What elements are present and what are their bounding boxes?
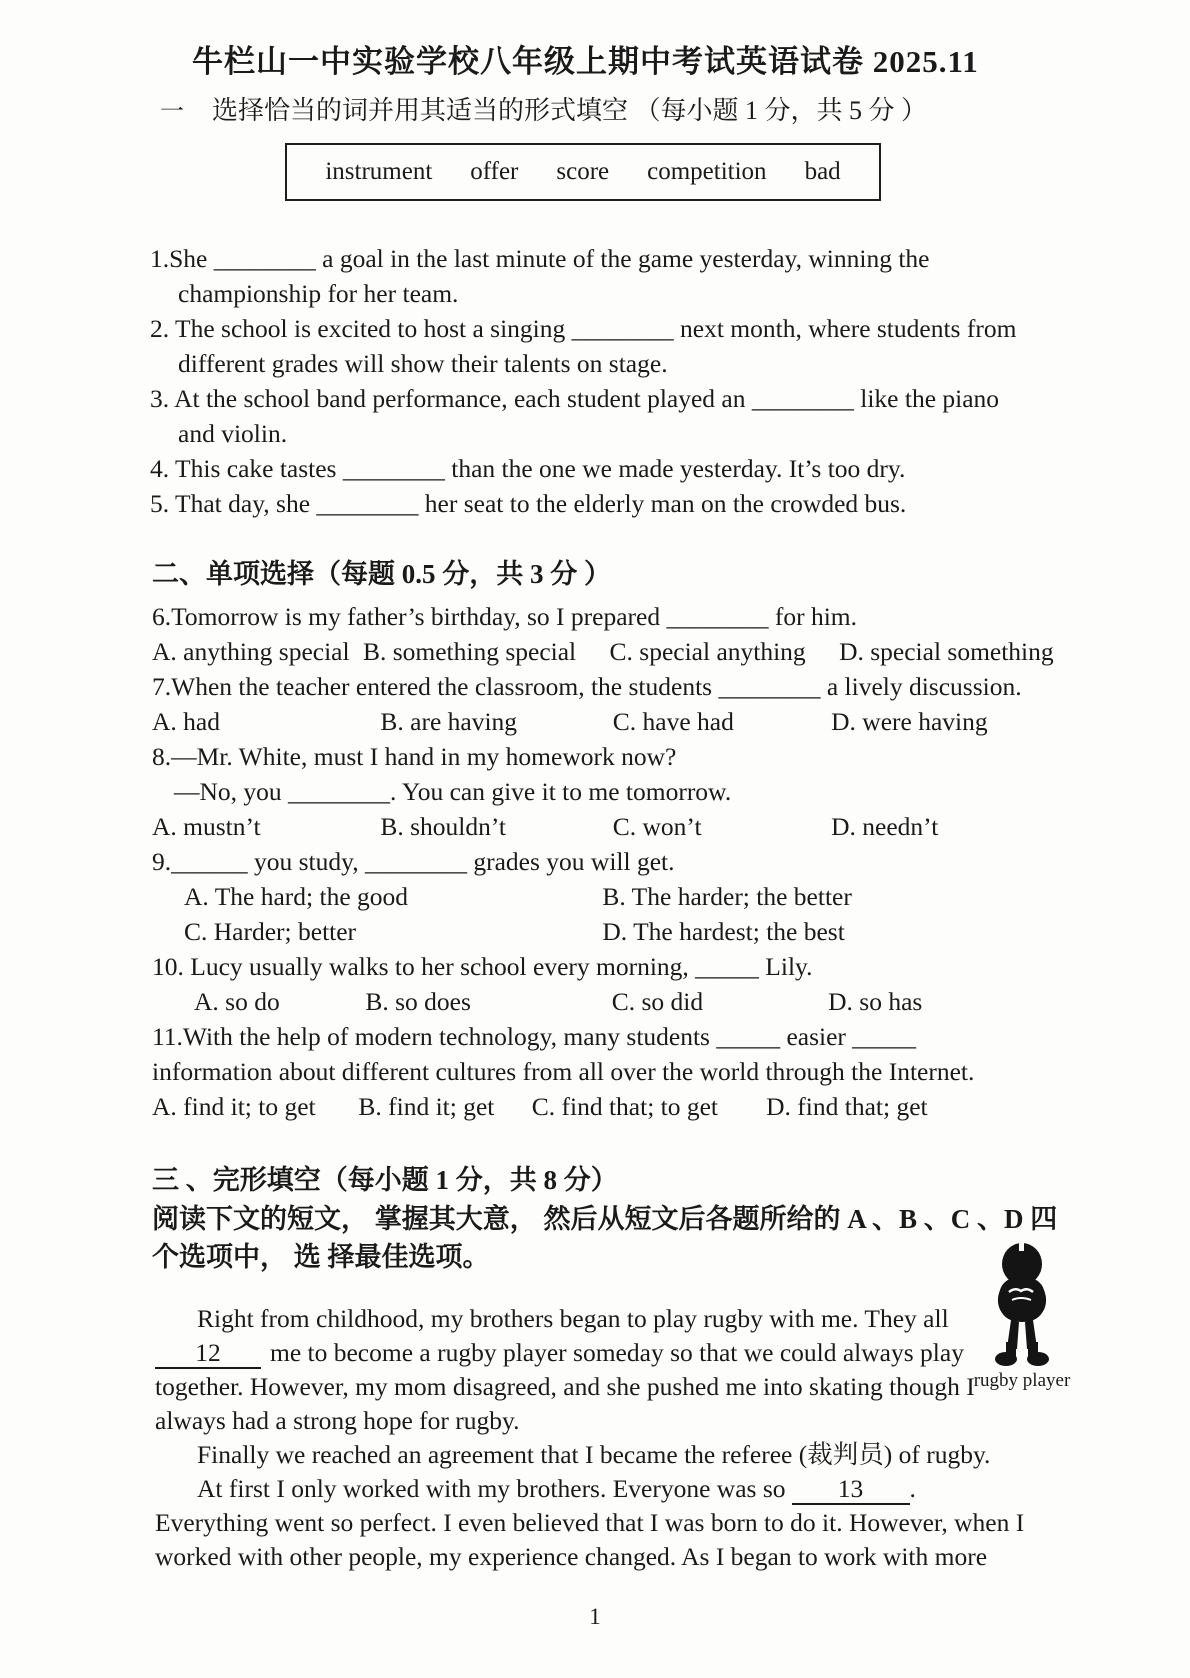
- section-one-marker: 一: [160, 99, 184, 125]
- option-10c: C. so did: [611, 987, 704, 1016]
- option-8c: C. won’t: [612, 812, 702, 841]
- option-9a: A. The hard; the good: [184, 882, 409, 911]
- question-2-line-1: 2. The school is excited to host a singing ________ next month, where students from: [150, 314, 1017, 343]
- question-1-line-2: championship for her team.: [178, 279, 459, 308]
- option-6a: A. anything special: [152, 637, 350, 666]
- option-8a: A. mustn’t: [152, 812, 261, 841]
- passage-line-3: together. However, my mom disagreed, and she pushed me into skating though I: [155, 1372, 975, 1401]
- option-10b: B. so does: [365, 987, 471, 1016]
- question-9-stem: 9.______ you study, ________ grades you will get.: [152, 847, 675, 876]
- option-6b: B. something special: [362, 637, 577, 666]
- option-11b: B. find it; get: [358, 1092, 495, 1121]
- question-8-stem-line-1: 8.—Mr. White, must I hand in my homework now?: [152, 742, 677, 771]
- option-11a: A. find it; to get: [152, 1092, 316, 1121]
- question-11-options: [152, 1089, 1190, 1124]
- section-two-questions: [152, 599, 1190, 1124]
- question-6-stem: 6.Tomorrow is my father’s birthday, so I prepared ________ for him.: [152, 602, 857, 631]
- word-bank-item: offer: [470, 158, 519, 185]
- question-3-line-2: and violin.: [178, 419, 288, 448]
- question-11-stem-line-1: 11.With the help of modern technology, many students _____ easier _____: [152, 1022, 917, 1051]
- word-bank-item: instrument: [325, 158, 433, 185]
- question-8-stem-line-2: —No, you ________. You can give it to me tomorrow.: [174, 777, 732, 806]
- blank-12: 12: [155, 1340, 261, 1369]
- option-7b: B. are having: [380, 707, 518, 736]
- option-9d: D. The hardest; the best: [602, 917, 845, 946]
- blank-13: 13: [792, 1476, 910, 1505]
- option-11d: D. find that; get: [766, 1092, 928, 1121]
- option-6c: C. special anything: [609, 637, 806, 666]
- question-9-options-row-1: [152, 879, 1190, 914]
- option-7c: C. have had: [612, 707, 734, 736]
- exam-title: 牛栏山一中实验学校八年级上期中考试英语试卷 2025.11: [192, 44, 979, 79]
- option-7d: D. were having: [831, 707, 988, 736]
- question-1-line-1: 1.She ________ a goal in the last minute of the game yesterday, winning the: [150, 244, 930, 273]
- rugby-player-image: [994, 1242, 1050, 1368]
- option-6d: D. special something: [839, 637, 1054, 666]
- question-4-line: 4. This cake tastes ________ than the one we made yesterday. It’s too dry.: [150, 454, 906, 483]
- passage-line-7: Everything went so perfect. I even believed that I was born to do it. However, when I: [155, 1508, 1025, 1537]
- option-8b: B. shouldn’t: [380, 812, 507, 841]
- question-8-options: [152, 809, 1190, 844]
- question-7-stem: 7.When the teacher entered the classroom, the students ________ a lively discussion.: [152, 672, 1022, 701]
- passage-line-4: always had a strong hope for rugby.: [155, 1406, 520, 1435]
- section-one-heading: 选择恰当的词并用其适当的形式填空 （每小题 1 分，共 5 分 ）: [212, 96, 928, 125]
- question-7-options: [152, 704, 1190, 739]
- option-10d: D. so has: [828, 987, 923, 1016]
- passage-line-5: Finally we reached an agreement that I became the referee (裁判员) of rugby.: [197, 1440, 991, 1469]
- option-9b: B. The harder; the better: [602, 882, 852, 911]
- figure-caption: rugby player: [973, 1370, 1071, 1391]
- section-one-questions: [150, 241, 1190, 521]
- section-three-heading: 三 、完形填空（每小题 1 分，共 8 分）: [152, 1165, 618, 1195]
- question-5-line: 5. That day, she ________ her seat to the elderly man on the crowded bus.: [150, 489, 907, 518]
- question-2-line-2: different grades will show their talents on stage.: [178, 349, 668, 378]
- section-one-header: [160, 94, 1190, 129]
- question-10-stem: 10. Lucy usually walks to her school every morning, _____ Lily.: [152, 952, 813, 981]
- rugby-player-figure: [972, 1242, 1072, 1391]
- passage-line-8: worked with other people, my experience changed. As I began to work with more: [155, 1542, 988, 1571]
- question-6-options: [152, 634, 1190, 669]
- passage-line-6-text: At first I only worked with my brothers. Everyone was so: [197, 1474, 786, 1503]
- option-8d: D. needn’t: [831, 812, 939, 841]
- word-bank-item: score: [556, 158, 610, 185]
- option-9c: C. Harder; better: [184, 917, 357, 946]
- section-two-heading: 二、单项选择（每题 0.5 分，共 3 分 ）: [152, 559, 611, 589]
- word-bank-item: bad: [804, 158, 841, 185]
- word-bank-item: competition: [647, 158, 767, 185]
- passage-line-2-text: me to become a rugby player someday so that we could always play: [270, 1338, 964, 1367]
- instructions-line-1: 阅读下文的短文， 掌握其大意， 然后从短文后各题所给的 A 、B 、C 、D 四: [152, 1204, 1058, 1234]
- question-11-stem-line-2: information about different cultures from all over the world through the Internet.: [152, 1057, 975, 1086]
- word-bank-box: [285, 143, 881, 201]
- option-10a: A. so do: [194, 987, 280, 1016]
- question-3-line-1: 3. At the school band performance, each student played an ________ like the piano: [150, 384, 1000, 413]
- page-number: 1: [589, 1604, 601, 1629]
- option-7a: A. had: [152, 707, 220, 736]
- option-11c: C. find that; to get: [531, 1092, 719, 1121]
- passage-line-1: Right from childhood, my brothers began to play rugby with me. They all: [197, 1304, 949, 1333]
- passage-line-6-period: .: [909, 1474, 916, 1503]
- instructions-line-2: 个选项中， 选 择最佳选项。: [152, 1242, 490, 1272]
- question-9-options-row-2: [152, 914, 1190, 949]
- question-10-options: [152, 984, 1190, 1019]
- passage-line-6: [155, 1472, 1190, 1506]
